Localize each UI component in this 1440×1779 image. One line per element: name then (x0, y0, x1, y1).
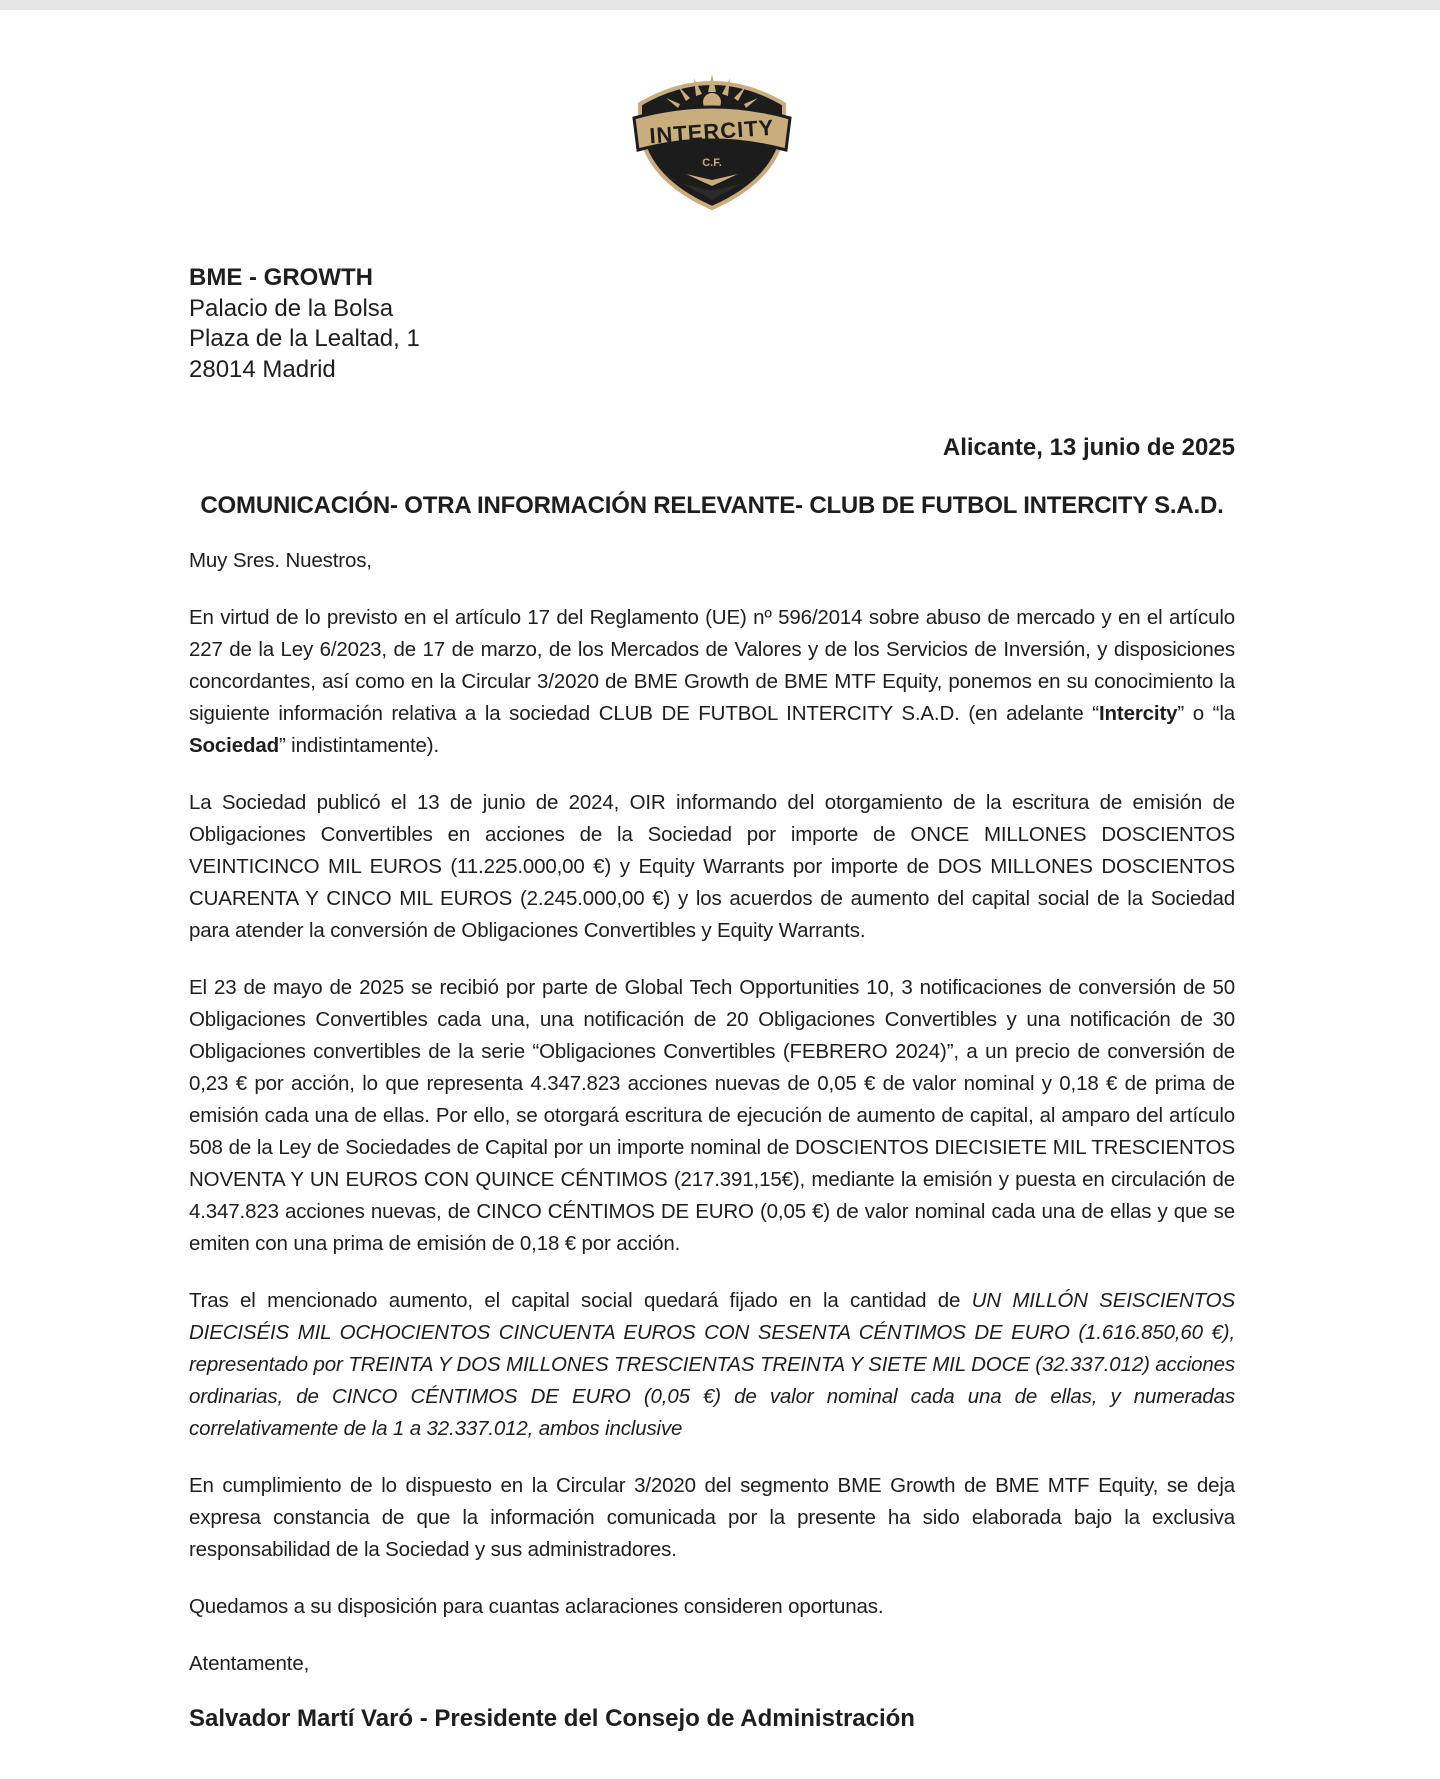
recipient-address (189, 263, 1235, 385)
top-edge-strip (0, 0, 1440, 10)
letter-date: Alicante, 13 junio de 2025 (942, 434, 1235, 461)
paragraph-4-text: Tras el mencionado aumento, el capital social quedará fijado en la cantidad de (189, 1289, 972, 1312)
recipient-name: BME - GROWTH (189, 264, 373, 291)
paragraph-1-mid: ” o “la (1177, 702, 1235, 725)
paragraph-1 (189, 602, 1235, 762)
paragraph-1-text: En virtud de lo previsto en el artículo 17 del Reglamento (UE) nº 596/2014 sobre abuso de mercado y en el artículo 227 de la Ley 6/2023, de 17 de marzo, de los Mercados de Valores y de los Servicios de Inversión, y disposiciones concordantes, así como en la Circular 3/2020 de BME Growth de BME MTF Equity, ponemos en su conocimiento la siguiente información relativa a la sociedad CLUB DE FUTBOL INTERCITY S.A.D. (en adelante “ (189, 606, 1235, 725)
paragraph-1-end: ” indistintamente). (278, 734, 440, 757)
paragraph-5: En cumplimiento de lo dispuesto en la Circular 3/2020 del segmento BME Growth de BME MTF Equity, se deja expresa constancia de que la información comunicada por la presente ha sido elaborada bajo la exclusiva responsabilidad de la Sociedad y sus administradores. (189, 1474, 1235, 1561)
signature: Salvador Martí Varó - Presidente del Consejo de Administración (189, 1705, 915, 1732)
paragraph-3: El 23 de mayo de 2025 se recibió por parte de Global Tech Opportunities 10, 3 notificaciones de conversión de 50 Obligaciones Convertibles cada una, una notificación de 20 Obligaciones Convertibles y una notificación de 30 Obligaciones convertibles de la serie “Obligaciones Convertibles (FEBRERO 2024)”, a un precio de conversión de 0,23 € por acción, lo que representa 4.347.823 acciones nuevas de 0,05 € de valor nominal y 0,18 € de prima de emisión cada una de ellas. Por ello, se otorgará escritura de ejecución de aumento de capital, al amparo del artículo 508 de la Ley de Sociedades de Capital por un importe nominal de DOSCIENTOS DIECISIETE MIL TRESCIENTOS NOVENTA Y UN EUROS CON QUINCE CÉNTIMOS (217.391,15€), mediante la emisión y puesta en circulación de 4.347.823 acciones nuevas, de CINCO CÉNTIMOS DE EURO (0,05 €) de valor nominal cada una de ellas y que se emiten con una prima de emisión de 0,18 € por acción. (189, 976, 1235, 1255)
intercity-logo (626, 68, 798, 210)
salutation: Muy Sres. Nuestros, (189, 549, 372, 572)
letter-body (189, 263, 1235, 1734)
closing: Atentamente, (189, 1652, 310, 1675)
intercity-crest-icon (626, 68, 798, 210)
recipient-line-1: Palacio de la Bolsa (189, 294, 394, 322)
logo-wordmark: INTERCITY (648, 114, 776, 149)
paragraph-4-italic: UN MILLÓN SEISCIENTOS DIECISÉIS MIL OCHOCIENTOS CINCUENTA EUROS CON SESENTA CÉNTIMOS DE EURO (1.616.850,60 €), representado por TREINTA Y DOS MILLONES TRESCIENTAS TREINTA Y SIETE MIL DOCE (32.337.012) acciones ordinarias, de CINCO CÉNTIMOS DE EURO (0,05 €) de valor nominal cada una de ellas, y numeradas correlativamente de la 1 a 32.337.012, ambos inclusive (189, 1289, 1235, 1440)
intercity-term: Intercity (1098, 702, 1178, 725)
sociedad-term: Sociedad (189, 734, 279, 757)
recipient-line-3: 28014 Madrid (189, 355, 336, 383)
letter-subject: COMUNICACIÓN- OTRA INFORMACIÓN RELEVANTE- CLUB DE FUTBOL INTERCITY S.A.D. (200, 492, 1224, 519)
logo-sub: C.F. (702, 157, 722, 169)
recipient-line-2: Plaza de la Lealtad, 1 (189, 325, 420, 352)
paragraph-2: La Sociedad publicó el 13 de junio de 2024, OIR informando del otorgamiento de la escritura de emisión de Obligaciones Convertibles en acciones de la Sociedad por importe de ONCE MILLONES DOSCIENTOS VEINTICINCO MIL EUROS (11.225.000,00 €) y Equity Warrants por importe de DOS MILLONES DOSCIENTOS CUARENTA Y CINCO MIL EUROS (2.245.000,00 €) y los acuerdos de aumento del capital social de la Sociedad para atender la conversión de Obligaciones Convertibles y Equity Warrants. (189, 791, 1235, 942)
paragraph-6: Quedamos a su disposición para cuantas aclaraciones consideren oportunas. (189, 1595, 884, 1618)
paragraph-4 (189, 1285, 1235, 1445)
